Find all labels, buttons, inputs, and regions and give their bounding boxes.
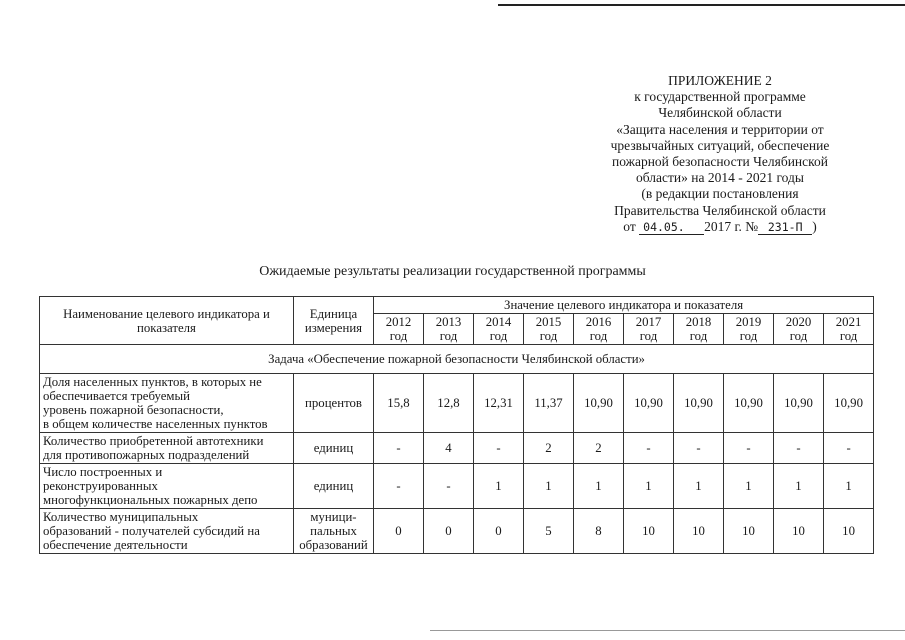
indicator-value: 1 [724, 464, 774, 509]
indicator-value: - [424, 464, 474, 509]
indicator-unit-line: единиц [313, 479, 354, 493]
indicator-unit-line: муници- [310, 510, 357, 524]
indicator-name-line: уровень пожарной безопасности, [43, 403, 224, 417]
indicator-value: 2 [524, 433, 574, 464]
indicator-name-line: Количество муниципальных [43, 510, 199, 524]
year-suffix: год [439, 329, 458, 343]
task-title: Задача «Обеспечение пожарной безопасности Челябинской области» [40, 345, 874, 374]
header-row [40, 297, 874, 314]
indicator-value: 10 [724, 509, 774, 554]
header-year [424, 314, 474, 345]
header-year [574, 314, 624, 345]
indicator-value: 0 [474, 509, 524, 554]
header-year [524, 314, 574, 345]
indicator-value: 12,31 [474, 374, 524, 433]
indicator-value: 0 [374, 509, 424, 554]
indicator-value: 10,90 [724, 374, 774, 433]
table-title-text: Ожидаемые результаты реализации государственной программы [259, 264, 646, 279]
indicator-value: 0 [424, 509, 474, 554]
date-value: 04.05. [639, 221, 704, 235]
year-number: 2021 [835, 315, 862, 329]
indicator-unit-line: пальных [310, 524, 357, 538]
header-year [374, 314, 424, 345]
indicator-value: 10 [824, 509, 874, 554]
header-year [474, 314, 524, 345]
results-table [39, 296, 874, 554]
indicator-value: 12,8 [424, 374, 474, 433]
indicator-value: - [824, 433, 874, 464]
indicator-value: - [724, 433, 774, 464]
year-number: 2013 [435, 315, 462, 329]
indicator-value: 10,90 [674, 374, 724, 433]
header-year [724, 314, 774, 345]
indicator-name-line: обеспечивается требуемый [43, 389, 190, 403]
indicator-unit [294, 509, 374, 554]
year-number: 2015 [535, 315, 562, 329]
indicator-value: - [624, 433, 674, 464]
year-number: 2014 [485, 315, 512, 329]
indicator-value: 1 [524, 464, 574, 509]
year-number: 2018 [685, 315, 712, 329]
table-row [40, 374, 874, 433]
table-row [40, 509, 874, 554]
appendix-title: ПРИЛОЖЕНИЕ 2 [668, 73, 772, 88]
year-suffix: год [389, 329, 408, 343]
indicator-value: 1 [574, 464, 624, 509]
indicator-value: 10,90 [824, 374, 874, 433]
indicator-name-line: Число построенных и [43, 465, 163, 479]
task-row [40, 345, 874, 374]
indicator-unit-line: процентов [305, 396, 362, 410]
year-suffix: год [639, 329, 658, 343]
appendix-line: (в редакции постановления [641, 186, 799, 202]
indicator-value: - [374, 433, 424, 464]
indicator-value: 1 [624, 464, 674, 509]
indicator-name-line: Количество приобретенной автотехники [43, 434, 264, 448]
table-row [40, 464, 874, 509]
closing-paren: ) [812, 218, 817, 234]
year-suffix: год [689, 329, 708, 343]
indicator-value: 10,90 [774, 374, 824, 433]
indicator-value: 5 [524, 509, 574, 554]
date-prefix: от [623, 218, 636, 234]
header-year [824, 314, 874, 345]
year-suffix: год [789, 329, 808, 343]
indicator-unit [294, 464, 374, 509]
indicator-value: 8 [574, 509, 624, 554]
indicator-name [40, 464, 294, 509]
indicator-value: - [374, 464, 424, 509]
appendix-line: «Защита населения и территории от [616, 121, 824, 137]
appendix-header [590, 73, 850, 235]
appendix-line: Правительства Челябинской области [614, 202, 826, 218]
indicator-name-line: реконструированных [43, 479, 158, 493]
indicator-name-line: обеспечение деятельности [43, 538, 188, 552]
header-values: Значение целевого индикатора и показателя [374, 297, 874, 314]
appendix-date-line [590, 219, 850, 235]
header-year [624, 314, 674, 345]
year-number: 2019 [735, 315, 762, 329]
indicator-value: 10,90 [574, 374, 624, 433]
year-suffix: год [739, 329, 758, 343]
indicator-value: 10 [674, 509, 724, 554]
indicator-name-line: многофункциональных пожарных депо [43, 493, 258, 507]
appendix-line: Челябинской области [658, 105, 782, 121]
indicator-name-line: в общем количестве населенных пунктов [43, 417, 268, 431]
indicator-value: 10 [624, 509, 674, 554]
indicator-value: 2 [574, 433, 624, 464]
indicator-value: - [474, 433, 524, 464]
year-suffix: год [589, 329, 608, 343]
table-title [0, 264, 905, 280]
indicator-value: 11,37 [524, 374, 574, 433]
indicator-unit-line: образований [299, 538, 368, 552]
indicator-name [40, 433, 294, 464]
indicator-name [40, 374, 294, 433]
indicator-name-line: Доля населенных пунктов, в которых не [43, 375, 262, 389]
indicator-value: 10,90 [624, 374, 674, 433]
header-year [774, 314, 824, 345]
indicator-value: 1 [474, 464, 524, 509]
year-number: 2012 [385, 315, 412, 329]
bottom-rule [430, 630, 905, 631]
year-number: 2020 [785, 315, 812, 329]
appendix-line: пожарной безопасности Челябинской [611, 154, 828, 170]
indicator-unit [294, 374, 374, 433]
appendix-line: области» на 2014 - 2021 годы [636, 170, 804, 186]
year-suffix: год [839, 329, 858, 343]
appendix-line: к государственной программе [634, 89, 806, 105]
indicator-value: 15,8 [374, 374, 424, 433]
indicator-unit-line: единиц [313, 441, 354, 455]
indicator-name [40, 509, 294, 554]
indicator-value: - [674, 433, 724, 464]
header-indicator-name: Наименование целевого индикатора и показателя [40, 297, 294, 345]
year-text: 2017 г. № [704, 218, 759, 234]
header-unit: Единица измерения [294, 297, 374, 345]
table-row [40, 433, 874, 464]
decree-number: 231-П [758, 221, 812, 235]
indicator-value: 1 [774, 464, 824, 509]
indicator-value: 4 [424, 433, 474, 464]
indicator-unit [294, 433, 374, 464]
indicator-name-line: для противопожарных подразделений [43, 448, 250, 462]
indicator-value: 1 [674, 464, 724, 509]
year-number: 2017 [635, 315, 662, 329]
indicator-value: 10 [774, 509, 824, 554]
indicator-value: - [774, 433, 824, 464]
header-year [674, 314, 724, 345]
year-suffix: год [489, 329, 508, 343]
top-rule [498, 4, 905, 6]
year-number: 2016 [585, 315, 612, 329]
indicator-name-line: образований - получателей субсидий на [43, 524, 260, 538]
indicator-value: 1 [824, 464, 874, 509]
year-suffix: год [539, 329, 558, 343]
appendix-line: чрезвычайных ситуаций, обеспечение [610, 137, 830, 153]
